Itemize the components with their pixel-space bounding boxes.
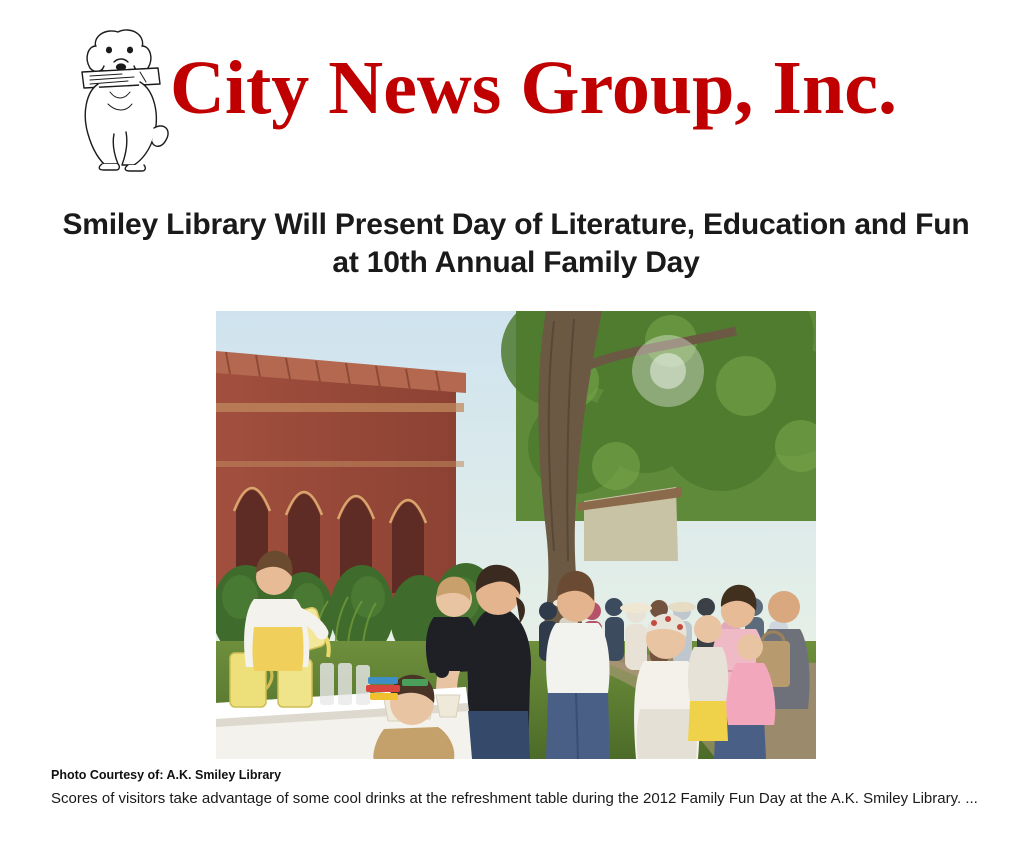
photo-credit: Photo Courtesy of: A.K. Smiley Library xyxy=(51,767,282,782)
masthead-title: City News Group, Inc. xyxy=(170,46,897,130)
article-headline: Smiley Library Will Present Day of Literature, Education and Fun at 10th Annual Family Day xyxy=(62,208,970,280)
photo-caption-text: Scores of visitors take advantage of some cool drinks at the refreshment table during the 2012 Family Fun Day at the A.K. Smiley Library. ... xyxy=(51,790,978,808)
masthead-inner xyxy=(62,22,982,172)
photo-caption-block xyxy=(51,767,981,811)
golden-retriever-with-newspaper-icon xyxy=(62,22,182,172)
article-photo-container xyxy=(216,311,816,759)
site-masthead xyxy=(0,0,1032,180)
article-photo xyxy=(216,311,816,759)
